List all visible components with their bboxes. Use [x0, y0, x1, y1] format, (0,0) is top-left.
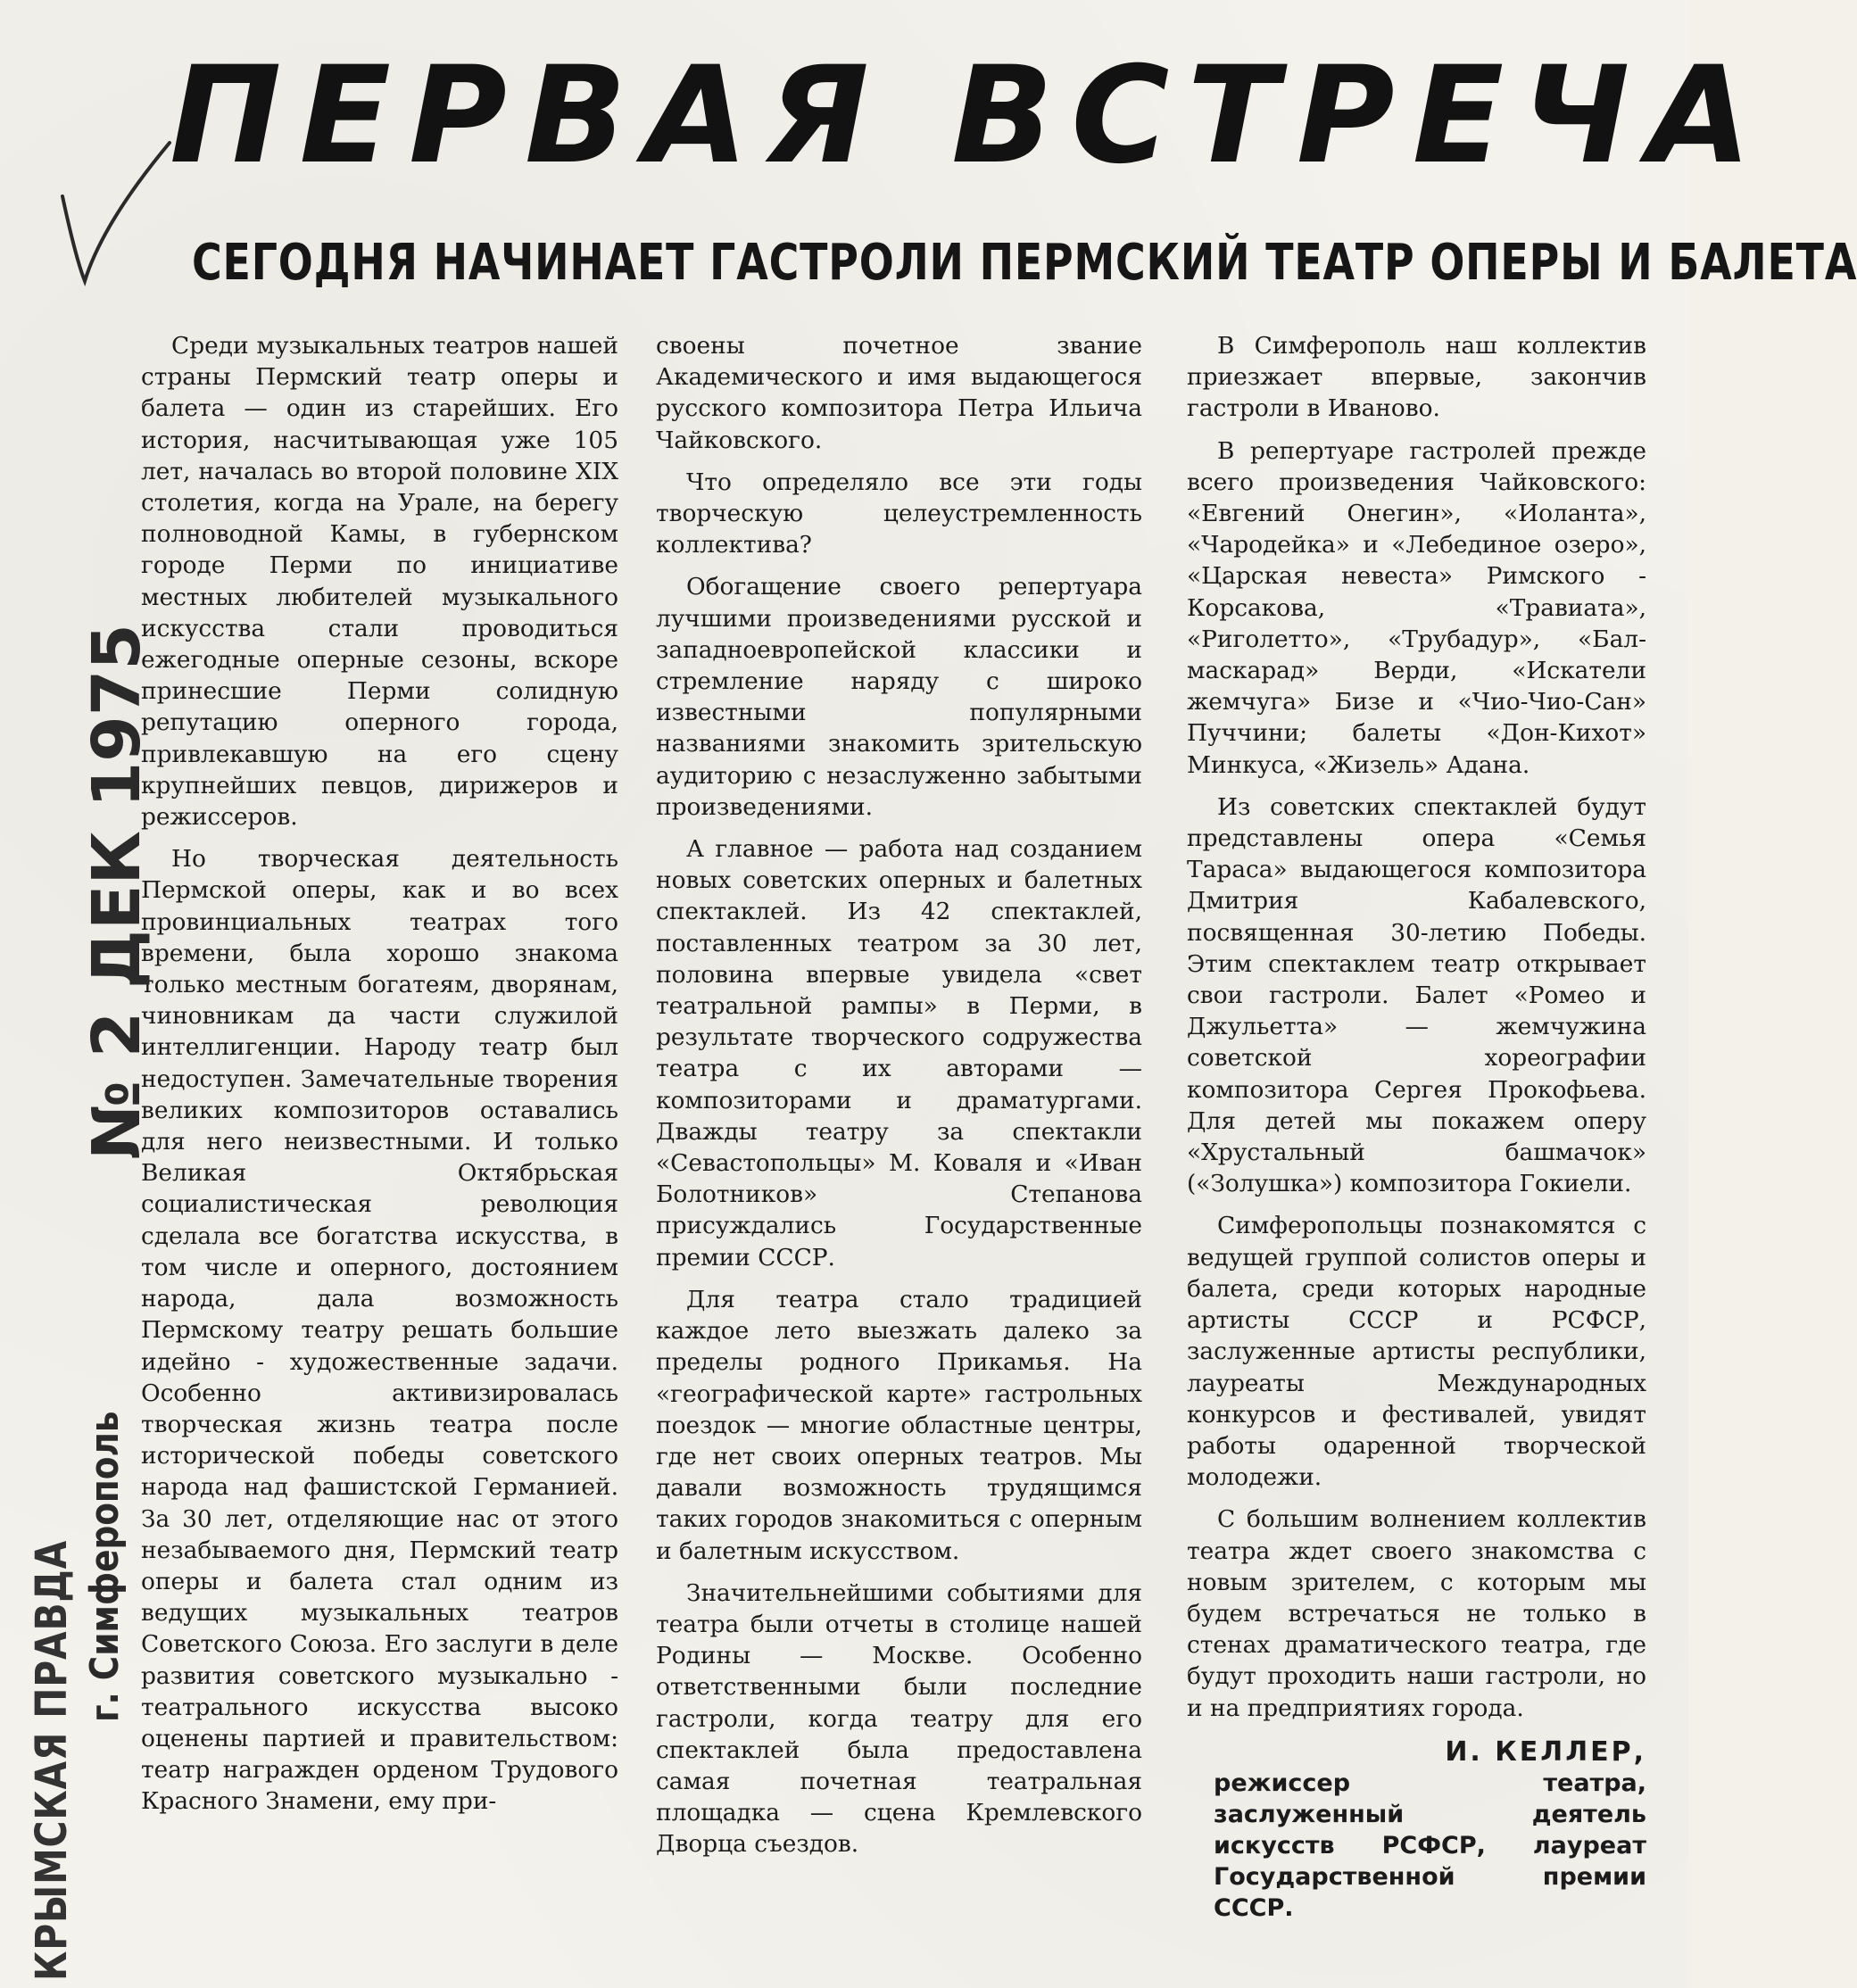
author-signature [1187, 1736, 1646, 1924]
paragraph: В Симферополь наш коллектив приезжает впервые, закончив гастроли в Иваново. [1187, 332, 1646, 423]
paragraph: Значительнейшими событиями для театра были отчеты в столице нашей Родины — Москве. Особенно ответственными были последние гастроли, когда театру для его спектаклей была предоставлена самая почетная театральная площадка — сцена Кремлевского Дворца съездов. [656, 1578, 1142, 1859]
subheadline: СЕГОДНЯ НАЧИНАЕТ ГАСТРОЛИ ПЕРМСКИЙ ТЕАТР ОПЕРЫ И БАЛЕТА [192, 234, 1857, 292]
paragraph: Что определяло все эти годы творческую целеустремленность коллектива? [656, 468, 1142, 559]
author-title: режиссер театра, заслуженный деятель искусств РСФСР, лауреат Государственной премии СССР. [1214, 1768, 1646, 1922]
paragraph: А главное — работа над созданием новых советских оперных и балетных спектаклей. Из 42 спектаклей, поставленных театром за 30 лет, половина впервые увидела «свет театральной рампы» в Перми, в результате творческого содружества театра с их авторами — композиторами и драматургами. Дважды театру за спектакли «Севастопольцы» М. Коваля и «Иван Болотников» Степанова присуждались Государственные премии СССР. [656, 835, 1142, 1271]
handwritten-checkmark [36, 134, 178, 294]
city-stamp: г. Симферополь [82, 1411, 128, 1722]
paragraph: С большим волнением коллектив театра ждет своего знакомства с новым зрителем, с которым мы будем встречаться не только в стенах драматического театра, где будут проходить наши гастроли, но и на предприятиях города. [1187, 1505, 1646, 1722]
article-column-2 [656, 330, 1142, 1871]
article-column-3 [1187, 330, 1646, 1924]
headline: ПЕРВАЯ ВСТРЕЧА [170, 38, 1770, 194]
author-name: И. КЕЛЛЕР, [1445, 1735, 1646, 1768]
paragraph: Симферопольцы познакомятся с ведущей группой солистов оперы и балета, среди которых народные артисты СССР и РСФСР, заслуженные артисты республики, лауреаты Международных конкурсов и фестивалей, увидят работы одаренной творческой молодежи. [1187, 1212, 1646, 1492]
paragraph: Для театра стало традицией каждое лето выезжать далеко за пределы родного Прикамья. На «географической карте» гастрольных поездок — многие областные центры, где нет своих оперных театров. Мы давали возможность трудящимся таких городов знакомиться с оперным и балетным искусством. [656, 1285, 1142, 1565]
newspaper-name-stamp: КРЫМСКАЯ ПРАВДА [27, 1539, 77, 1981]
date-stamp: № 2 ДЕК 1975 [79, 624, 155, 1160]
paragraph: своены почетное звание Академического и имя выдающегося русского композитора Петра Ильича Чайковского. [656, 332, 1142, 454]
paragraph: Среди музыкальных театров нашей страны Пермский театр оперы и балета — один из старейших. Его история, насчитывающая уже 105 лет, началась во второй половине XIX столетия, когда на Урале, на берегу полноводной Камы, в губернском городе Перми по инициативе местных любителей музыкального искусства стали проводиться ежегодные оперные сезоны, вскоре принесшие Перми солидную репутацию оперного города, привлекавшую на его сцену крупнейших певцов, дирижеров и режиссеров. [141, 332, 618, 832]
paragraph: Из советских спектаклей будут представлены опера «Семья Тараса» выдающегося композитора Дмитрия Кабалевского, посвященная 30-летию Победы. Этим спектаклем театр открывает свои гастроли. Балет «Ромео и Джульетта» — жемчужина советской хореографии композитора Сергея Прокофьева. Для детей мы покажем оперу «Хрустальный башмачок» («Золушка») композитора Гокиели. [1187, 792, 1646, 1198]
paragraph: Но творческая деятельность Пермской оперы, как и во всех провинциальных театрах того времени, была хорошо знакома только местным богатеям, дворянам, чиновникам да части служилой интеллигенции. Народу театр был недоступен. Замечательные творения великих композиторов оставались для него неизвестными. И только Великая Октябрьская социалистическая революция сделала все богатства искусства, в том числе и оперного, достоянием народа, дала возможность Пермскому театру решать большие идейно - художественные задачи. Особенно активизировалась творческая жизнь театра после исторической победы советского народа над фашистской Германией. За 30 лет, отделяющие нас от этого незабываемого дня, Пермский театр оперы и балета стал одним из ведущих музыкальных театров Советского Союза. Его заслуги в деле развития советского музыкально - театрального искусства высоко оценены партией и правительством: театр награжден орденом Трудового Красного Знамени, ему при- [141, 845, 618, 1816]
article-column-1 [141, 330, 618, 1828]
paragraph: В репертуаре гастролей прежде всего произведения Чайковского: «Евгений Онегин», «Иоланта», «Чародейка» и «Лебединое озеро», «Царская невеста» Римского - Корсакова, «Травиата», «Риголетто», «Трубадур», «Бал-маскарад» Верди, «Искатели жемчуга» Бизе и «Чио-Чио-Сан» Пуччини; балеты «Дон-Кихот» Минкуса, «Жизель» Адана. [1187, 436, 1646, 779]
paragraph: Обогащение своего репертуара лучшими произведениями русской и западноевропейской классики и стремление наряду с широко известными популярными названиями знакомить зрительскую аудиторию с незаслуженно забытыми произведениями. [656, 573, 1142, 821]
